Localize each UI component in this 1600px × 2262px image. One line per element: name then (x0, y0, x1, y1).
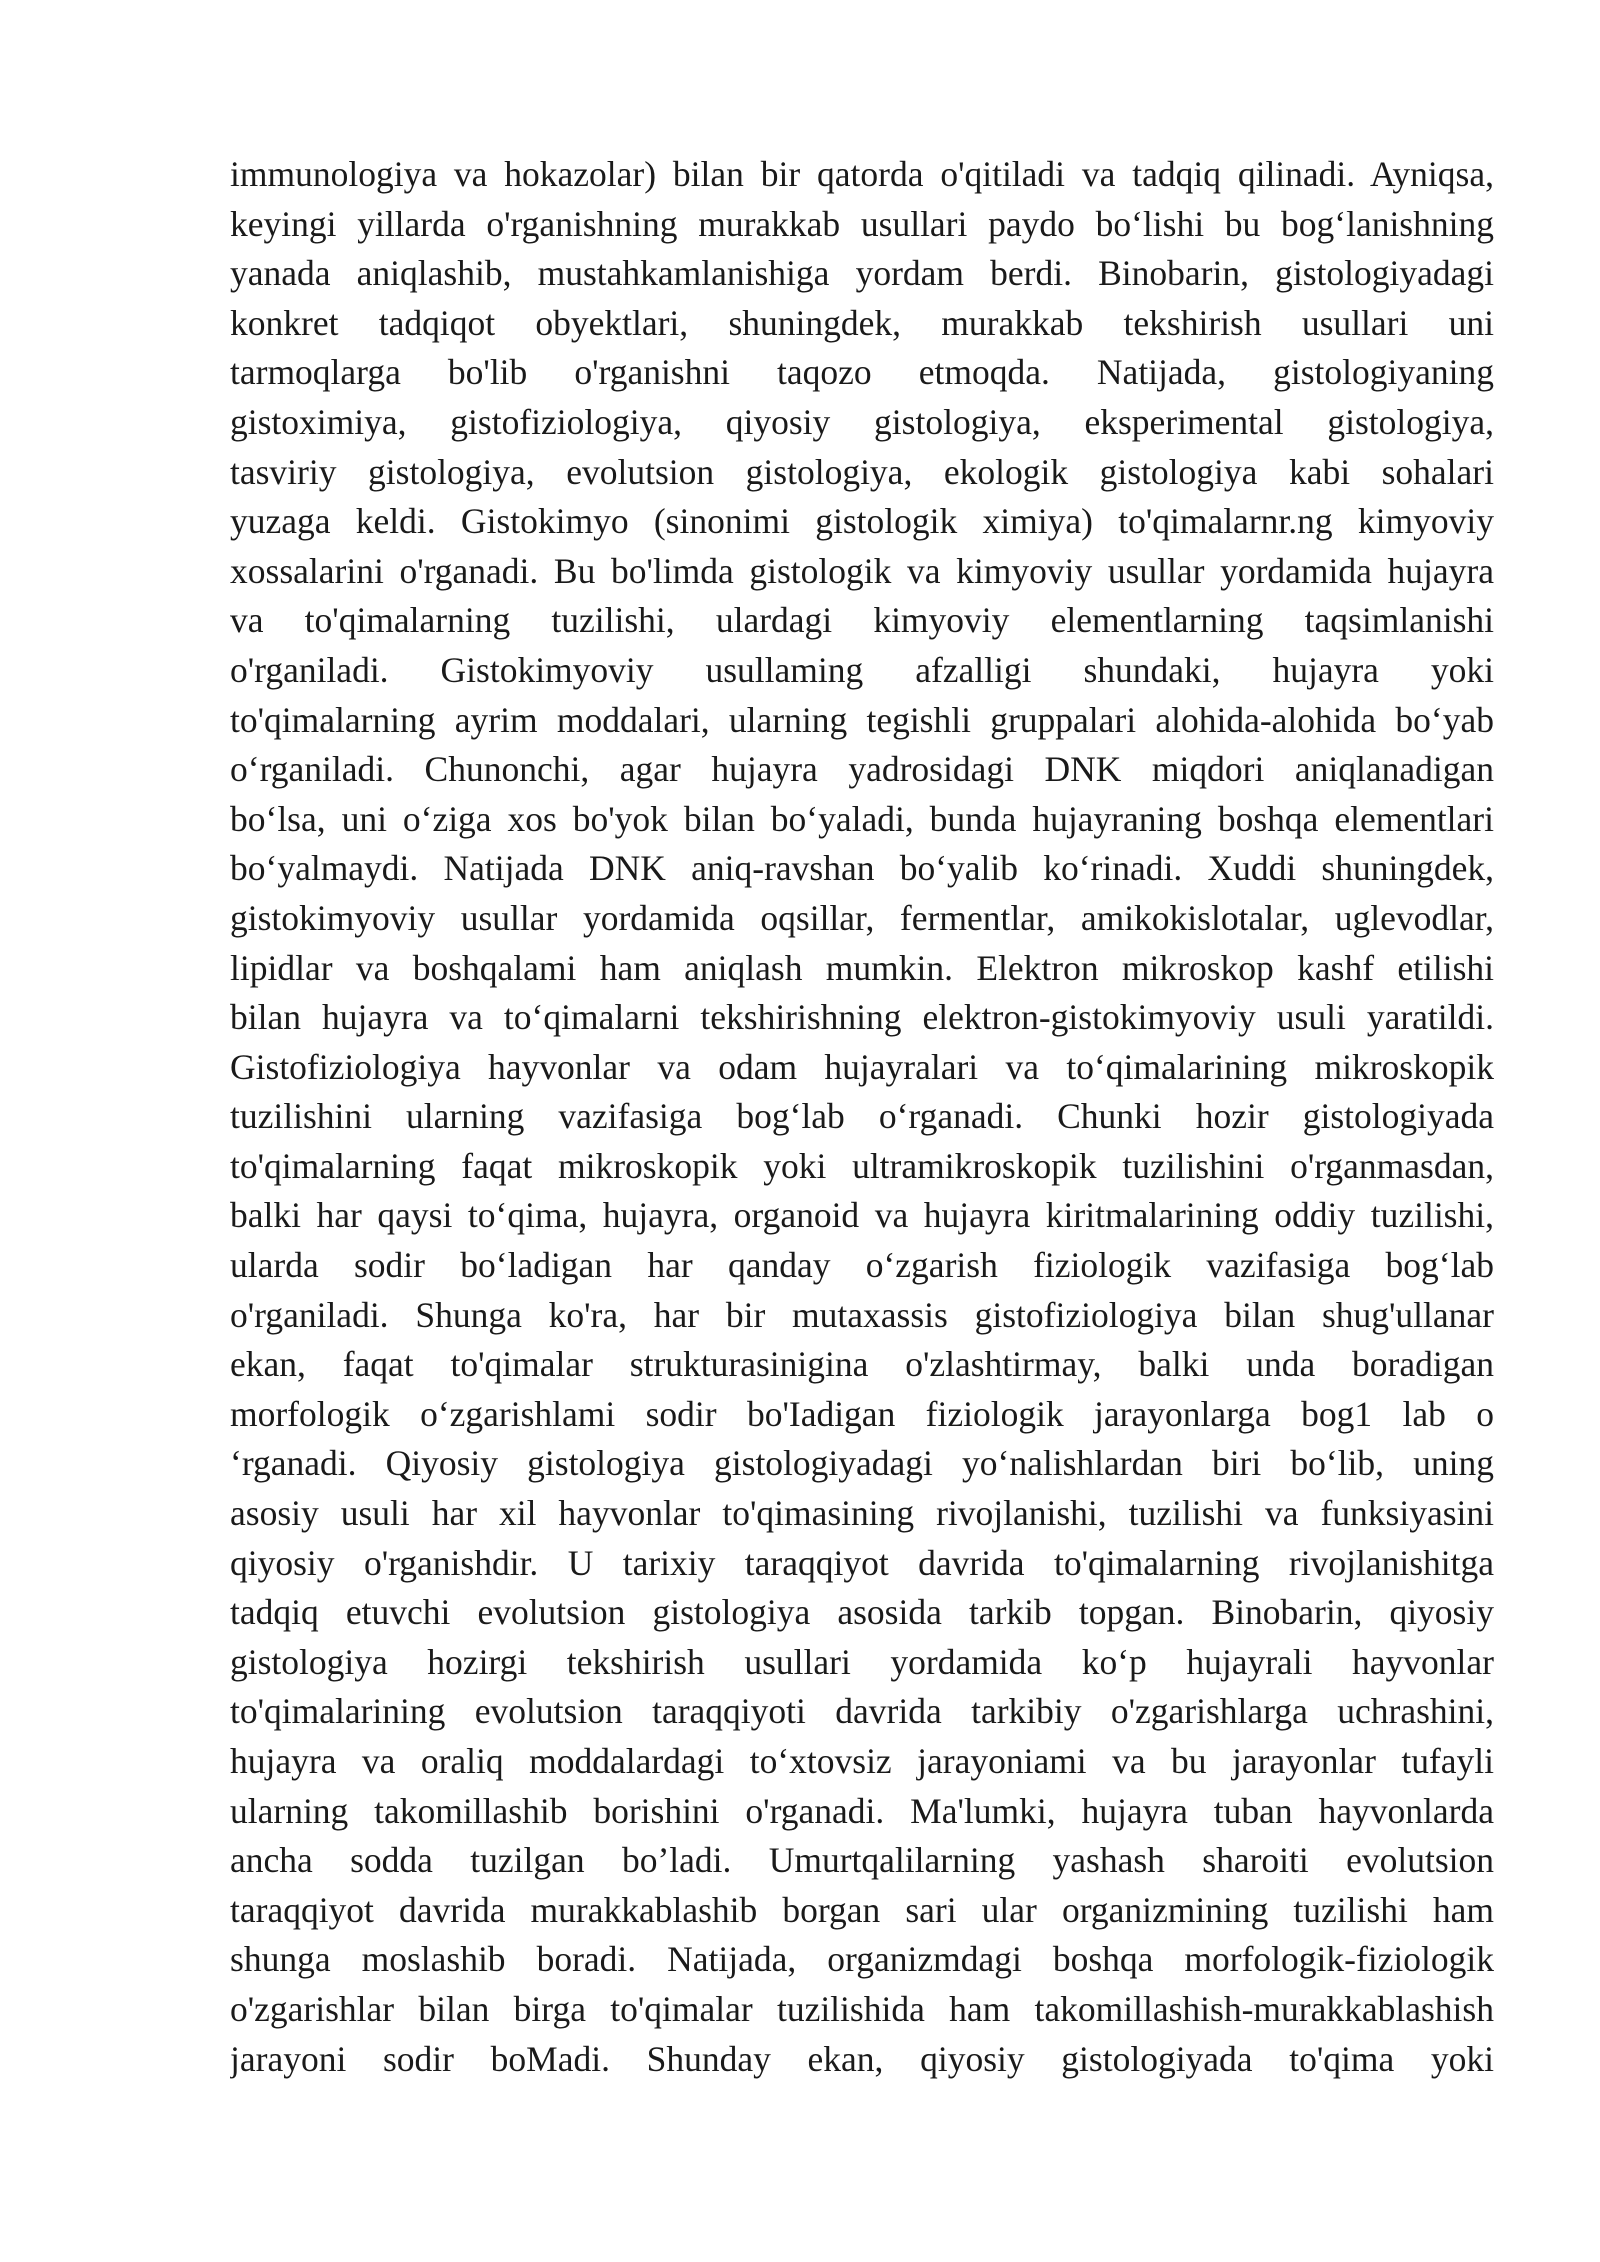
text-line: taraqqiyot davrida murakkablashib borgan sari ular organizmining tuzilishi ham (230, 1889, 1494, 1930)
text-line: yuzaga keldi. Gistokimyo (sinonimi gistologik ximiya) to'qimalarnr.ng kimyoviy (230, 501, 1494, 542)
text-line: Gistofiziologiya hayvonlar va odam hujayralari va to‘qimalarining mikroskopik (230, 1046, 1494, 1087)
text-line: tarmoqlarga bo'lib o'rganishni taqozo etmoqda. Natijada, gistologiyaning (230, 352, 1494, 393)
text-line: tasviriy gistologiya, evolutsion gistologiya, ekologik gistologiya kabi sohalari (230, 451, 1494, 492)
text-line: ‘rganadi. Qiyosiy gistologiya gistologiyadagi yo‘nalishlardan biri bo‘lib, uning (230, 1443, 1494, 1484)
text-line: to'qimalarining evolutsion taraqqiyoti davrida tarkibiy o'zgarishlarga uchrashini, (230, 1691, 1494, 1732)
body-text (230, 150, 1494, 2084)
text-line: asosiy usuli har xil hayvonlar to'qimasining rivojlanishi, tuzilishi va funksiyasini (230, 1493, 1494, 1534)
text-line: gistoximiya, gistofiziologiya, qiyosiy gistologiya, eksperimental gistologiya, (230, 401, 1494, 442)
text-line: keyingi yillarda o'rganishning murakkab usullari paydo bo‘lishi bu bog‘lanishning (230, 203, 1494, 244)
text-line: shunga moslashib boradi. Natijada, organizmdagi boshqa morfologik-fiziologik (230, 1939, 1494, 1980)
text-line: tuzilishini ularning vazifasiga bog‘lab o‘rganadi. Chunki hozir gistologiyada (230, 1096, 1494, 1137)
text-line: bilan hujayra va to‘qimalarni tekshirishning elektron-gistokimyoviy usuli yaratildi. (230, 997, 1494, 1038)
text-line: qiyosiy o'rganishdir. U tarixiy taraqqiyot davrida to'qimalarning rivojlanishitga (230, 1542, 1494, 1583)
text-line: ularda sodir bo‘ladigan har qanday o‘zgarish fiziologik vazifasiga bog‘lab (230, 1245, 1494, 1286)
text-line: o'zgarishlar bilan birga to'qimalar tuzilishida ham takomillashish-murakkablashish (230, 1988, 1494, 2029)
text-line: ekan, faqat to'qimalar strukturasinigina o'zlashtirmay, balki unda boradigan (230, 1344, 1494, 1385)
text-line: va to'qimalarning tuzilishi, ulardagi kimyoviy elementlarning taqsimlanishi (230, 600, 1494, 641)
text-line: gistokimyoviy usullar yordamida oqsillar, fermentlar, amikokislotalar, uglevodlar, (230, 897, 1494, 938)
text-line: o'rganiladi. Shunga ko'ra, har bir mutaxassis gistofiziologiya bilan shug'ullanar (230, 1294, 1494, 1335)
text-line: ancha sodda tuzilgan bo’ladi. Umurtqalilarning yashash sharoiti evolutsion (230, 1840, 1494, 1881)
text-line: gistologiya hozirgi tekshirish usullari yordamida ko‘p hujayrali hayvonlar (230, 1641, 1494, 1682)
text-line: bo‘lsa, uni o‘ziga xos bo'yok bilan bo‘yaladi, bunda hujayraning boshqa elementlari (230, 798, 1494, 839)
text-line: konkret tadqiqot obyektlari, shuningdek, murakkab tekshirish usullari uni (230, 302, 1494, 343)
text-line: ularning takomillashib borishini o'rganadi. Ma'lumki, hujayra tuban hayvonlarda (230, 1790, 1494, 1831)
text-line: balki har qaysi to‘qima, hujayra, organoid va hujayra kiritmalarining oddiy tuzilishi, (230, 1195, 1494, 1236)
text-line: to'qimalarning ayrim moddalari, ularning tegishli gruppalari alohida-alohida bo‘yab (230, 699, 1494, 740)
text-line: hujayra va oraliq moddalardagi to‘xtovsiz jarayoniami va bu jarayonlar tufayli (230, 1741, 1494, 1781)
text-line: o'rganiladi. Gistokimyoviy usullaming afzalligi shundaki, hujayra yoki (230, 649, 1494, 690)
text-line: tadqiq etuvchi evolutsion gistologiya asosida tarkib topgan. Binobarin, qiyosiy (230, 1592, 1494, 1633)
text-line: bo‘yalmaydi. Natijada DNK aniq-ravshan bo‘yalib ko‘rinadi. Xuddi shuningdek, (230, 848, 1494, 889)
text-line: morfologik o‘zgarishlami sodir bo'Iadigan fiziologik jarayonlarga bog1 lab o (230, 1393, 1494, 1434)
text-line: jarayoni sodir boMadi. Shunday ekan, qiyosiy gistologiyada to'qima yoki (230, 2038, 1494, 2079)
text-line: o‘rganiladi. Chunonchi, agar hujayra yadrosidagi DNK miqdori aniqlanadigan (230, 749, 1494, 790)
text-line: yanada aniqlashib, mustahkamlanishiga yordam berdi. Binobarin, gistologiyadagi (230, 253, 1494, 294)
text-line: immunologiya va hokazolar) bilan bir qatorda o'qitiladi va tadqiq qilinadi. Ayniqsa, (230, 154, 1494, 194)
text-line: xossalarini o'rganadi. Bu bo'limda gistologik va kimyoviy usullar yordamida hujayra (230, 550, 1494, 591)
text-line: lipidlar va boshqalami ham aniqlash mumkin. Elektron mikroskop kashf etilishi (230, 947, 1494, 988)
text-line: to'qimalarning faqat mikroskopik yoki ultramikroskopik tuzilishini o'rganmasdan, (230, 1145, 1494, 1186)
